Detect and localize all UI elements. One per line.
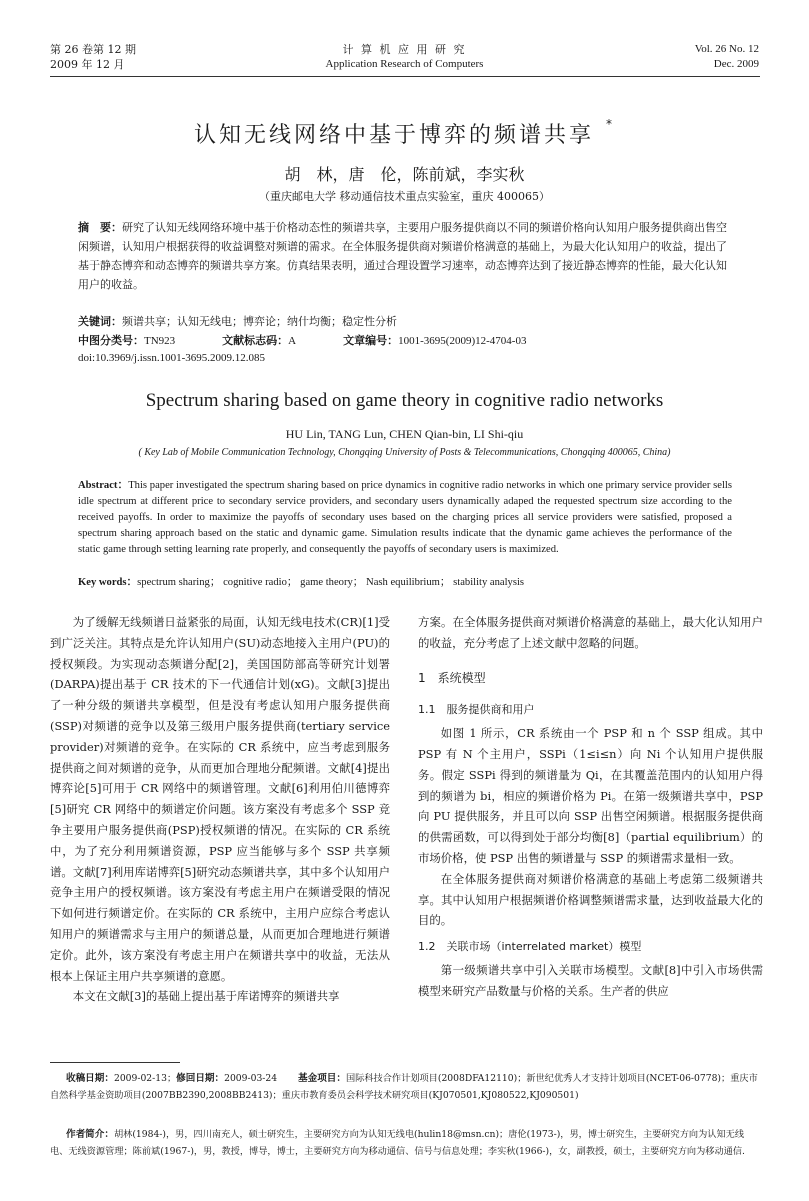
keywords-cn [78, 312, 732, 331]
abstract-cn [78, 218, 732, 294]
abstract-cn-text: 研究了认知无线网络环境中基于价格动态性的频谱共享，主要用户服务提供商以不同的频谱价格向认知用户服务提供商出售空闲频谱，认知用户根据获得的收益调整对频谱的需求。在全体服务提供商对频谱价格满意的基础上，为最大化认知用户的收益，提出了基于静态博弈和动态博弈的频谱共享方案。仿真结果表明，通过合理设置学习速率，动态博弈达到了接近静态博弈的性能，最大化认知用户的收益。 [78, 221, 727, 291]
abstract-en-label: Abstract： [78, 480, 129, 491]
keywords-en-label: Key words： [78, 577, 138, 588]
revised-date: 2009-03-24 [224, 1073, 278, 1084]
received-date: 2009-02-13； [113, 1073, 177, 1084]
footnote-dates-funding [50, 1070, 762, 1104]
journal-name [0, 42, 809, 72]
body-paragraph: 在全体服务提供商对频谱价格满意的基础上考虑第二级频谱共享。其中认知用户根据频谱价格调整频谱需求量，达到收益最大化的目的。 [418, 871, 763, 928]
doi: doi:10.3969/j.issn.1001-3695.2009.12.085 [78, 352, 266, 364]
affiliation-en: ( Key Lab of Mobile Communication Technology, Chongqing University of Posts & Telecommunications, Chongqing 400065, China) [138, 447, 671, 458]
section-heading: 1 系统模型 [418, 670, 486, 685]
paper-title-en: Spectrum sharing based on game theory in cognitive radio networks [145, 390, 664, 411]
revised-label: 修回日期： [176, 1073, 225, 1084]
body-paragraph: 方案。在全体服务提供商对频谱价格满意的基础上，最大化认知用户的收益，充分考虑了上述文献中忽略的问题。 [418, 615, 763, 650]
received-label: 收稿日期： [66, 1073, 114, 1084]
abstract-cn-label: 摘 要： [78, 221, 122, 234]
body-paragraph: 为了缓解无线频谱日益紧张的局面，认知无线电技术(CR)[1]受到广泛关注。其特点是允许认知用户(SU)动态地接入主用户(PU)的授权频段。为实现动态频谱分配[2]，美国国防部高等研究计划署(DARPA)提出基于 CR 技术的下一代通信计划(xG)。文献[3]提出了一种分级的频谱共享模型，但是没有考虑认知用户服务提供商(SSP)对频谱的竞争以及第三级用户服务提供商(tertiary service provider)对频谱的竞争。在实际的 CR 系统中，应当考虑到服务提供商之间对频谱的竞争，从而更加合理地分配频谱。文献[4]提出博弈论[5]可用于 CR 网络中的频谱管理。文献[6]利用伯川德博弈[5]研究 CR 网络中的频谱定价问题。该方案没有考虑多个 SSP 竞争主要用户服务提供商(PSP)授权频谱的情况。在实际的 CR 系统中，为了充分利用频谱资源，PSP 应当能够与多个 SSP 共享频谱。文献[7]利用库诺博弈[5]研究动态频谱共享，其中多个认知用户竞争主用户的授权频谱。该方案没有考虑主用户在频谱受限的情况下如何进行频谱定价。在实际的 CR 系统中，主用户应综合考虑认知用户的频谱需求与主用户的频谱总量，从而更加合理地进行频谱定价。此外，该方案没有考虑主用户在频谱共享中的收益，无法从根本上保证主用户共享频谱的意愿。 [50, 615, 390, 983]
body-paragraph: 如图 1 所示，CR 系统由一个 PSP 和 n 个 SSP 组成。其中 PSP 有 N 个主用户，SSPi（1≤i≤n）向 Ni 个认知用户提供服务。假定 SSPi 得到的频谱量为 Qi，在其覆盖范围内的认知用户得到的频谱为 bi，相应的频谱价格为 Pi。在第一级频谱共享中，PSP 向 PU 提供服务，并且可以向 SSP 出售空闲频谱。根据服务提供商的供需函数，可以得到处于部分均衡[8]（partial equilibrium）的市场价格，使 PSP 出售的频谱量与 SSP 的频谱需求量相一致。 [418, 726, 763, 865]
keywords-cn-label: 关键词： [78, 315, 122, 328]
journal-name-en: Application Research of Computers [325, 58, 484, 70]
footnote-rule [50, 1062, 180, 1063]
volume-issue: 第 26 卷第 12 期 [50, 43, 136, 56]
journal-name-cn: 计 算 机 应 用 研 究 [342, 43, 467, 56]
author-bio-label: 作者简介： [66, 1129, 114, 1140]
authors-en: HU Lin, TANG Lun, CHEN Qian-bin, LI Shi-qiu [285, 427, 524, 441]
paper-title-cn [0, 118, 809, 149]
funding-text: 国际科技合作计划项目(2008DFA12110)；新世纪优秀人才支持计划项目(NCET-06-0778)；重庆市自然科学基金资助项目(2007BB2390,2008BB2413)；重庆市教育委员会科学技术研究项目(KJ070501,KJ080522,KJ090501) [50, 1073, 758, 1101]
author-bio-text: 胡林(1984-)，男，四川南充人，硕士研究生，主要研究方向为认知无线电(hulin18@msn.cn)；唐伦(1973-)，男，博士研究生，主要研究方向为认知无线电、无线资源管理；陈前斌(1967-)，男，教授，博导，博士，主要研究方向为移动通信、信号与信息处理；李实秋(1966-)，女，副教授，硕士，主要研究方向为移动通信. [50, 1129, 745, 1157]
doc-code-label: 文献标志码： [222, 334, 289, 347]
header-rule [50, 76, 760, 77]
footnote-author-bio [50, 1126, 762, 1160]
keywords-en-text: spectrum sharing； cognitive radio； game theory； Nash equilibrium； stability analysis [137, 577, 525, 588]
funding-label: 基金项目： [298, 1073, 346, 1084]
clc-value: TN923 [144, 335, 176, 347]
subsection-heading: 1.2 关联市场（interrelated market）模型 [418, 940, 642, 954]
volume-issue-en: Vol. 26 No. 12 [694, 43, 759, 55]
publication-date-en: Dec. 2009 [713, 58, 759, 70]
body-left-column [50, 612, 390, 1007]
clc-label: 中图分类号： [78, 334, 144, 347]
publication-date: 2009 年 12 月 [50, 58, 125, 71]
subsection-heading: 1.1 服务提供商和用户 [418, 703, 535, 717]
title-footnote-mark: * [606, 116, 615, 131]
keywords-en [78, 575, 732, 591]
body-paragraph: 本文在文献[3]的基础上提出基于库诺博弈的频谱共享 [72, 989, 340, 1004]
article-number-label: 文章编号： [343, 334, 399, 347]
authors-cn: 胡 林，唐 伦，陈前斌，李实秋 [284, 165, 525, 184]
journal-volume-info-en [695, 42, 759, 72]
classification-line [78, 331, 732, 351]
body-right-column [418, 612, 763, 1002]
doc-code-value: A [288, 335, 297, 347]
abstract-en-text: This paper investigated the spectrum sharing based on price dynamics in cognitive radio networks in which one primary service provider sells idle spectrum at different price to secondary service providers, and secondary users dynamically adaped the requested spectrum size according to the received payoffs. In order to maximize the payoffs of secondary uses based on the charging prices all service providers were satisfied, proposed a spectrum sharing approach based on the static and dynamic game. Simulation results indicate that the dynamic game achieves the performance of the static game through setting learning rate properly, and consequently the payoffs of secondary users is maximized. [78, 480, 732, 555]
keywords-cn-text: 频谱共享；认知无线电；博弈论；纳什均衡；稳定性分析 [122, 315, 397, 328]
body-paragraph: 第一级频谱共享中引入关联市场模型。文献[8]中引入市场供需模型来研究产品数量与价格的关系。生产者的供应 [418, 962, 763, 998]
affiliation-cn: （重庆邮电大学 移动通信技术重点实验室，重庆 400065） [259, 190, 550, 203]
abstract-en [78, 478, 732, 558]
title-text: 认知无线网络中基于博弈的频谱共享 [193, 123, 594, 148]
article-number-value: 1001-3695(2009)12-4704-03 [398, 335, 527, 347]
